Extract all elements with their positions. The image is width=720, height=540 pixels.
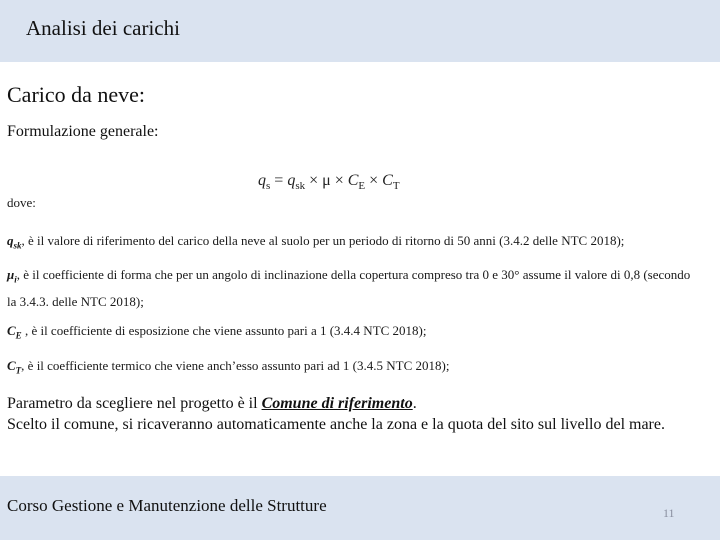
mu-text: , è il coefficiente di forma che per un angolo di inclinazione della copertura compreso tra 0 e 30° assume il valore di 0,8 (secondo la 3.4.3. delle NTC 2018); <box>7 267 691 309</box>
definition-mu <box>7 264 697 312</box>
page-number: 11 <box>663 506 675 520</box>
formula-times-3: × <box>369 172 379 189</box>
comune-emphasis: Comune di riferimento <box>261 395 413 412</box>
formula-term-qsk-sub: sk <box>295 180 306 193</box>
header-bar <box>0 0 720 62</box>
ct-text: , è il coefficiente termico che viene anch’esso assunto pari ad 1 (3.4.5 NTC 2018); <box>21 358 450 373</box>
ce-text: , è il coefficiente di esposizione che viene assunto pari a 1 (3.4.4 NTC 2018); <box>21 323 427 338</box>
parameter-line-1: Parametro da scegliere nel progetto è il Comune di riferimento. <box>7 395 417 412</box>
formula-term-ct: C <box>382 172 393 189</box>
qsk-text: , è il valore di riferimento del carico della neve al suolo per un periodo di ritorno di 50 anni (3.4.2 delle NTC 2018); <box>21 233 625 248</box>
page-title: Analisi dei carichi <box>26 16 180 40</box>
formula-lhs: q <box>258 172 266 189</box>
formula-times-1: × <box>309 172 319 189</box>
definition-ce <box>7 320 697 347</box>
footer-course-title: Corso Gestione e Manutenzione delle Strutture <box>7 496 327 515</box>
ct-symbol: $C_T$ <box>7 358 22 376</box>
formula-times-2: × <box>334 172 344 189</box>
ce-symbol: $C_E$ <box>7 323 22 341</box>
formula-equals: = <box>274 172 284 189</box>
definition-qsk <box>7 230 697 257</box>
formula-term-mu: μ <box>322 172 331 189</box>
formula-lhs-sub: s <box>266 180 271 193</box>
formula-term-ce: C <box>347 172 359 189</box>
section-title: Carico da neve: <box>7 82 146 107</box>
formula-term-qsk: q <box>287 172 296 189</box>
definition-ct <box>7 355 697 382</box>
parameter-paragraph <box>7 393 707 435</box>
section-subtitle: Formulazione generale: <box>7 123 159 140</box>
snow-load-formula <box>258 172 400 192</box>
parameter-line-2: Scelto il comune, si ricaveranno automaticamente anche la zona e la quota del sito sul livello del mare. <box>7 416 665 433</box>
formula-term-ct-sub: T <box>392 180 400 193</box>
footer-bar <box>0 476 720 540</box>
formula-term-ce-sub: E <box>358 180 366 193</box>
definitions-intro: dove: <box>7 195 36 210</box>
qsk-symbol: $q_{sk}$ <box>7 233 22 251</box>
mu-symbol: $\mu_i$ <box>7 267 17 285</box>
